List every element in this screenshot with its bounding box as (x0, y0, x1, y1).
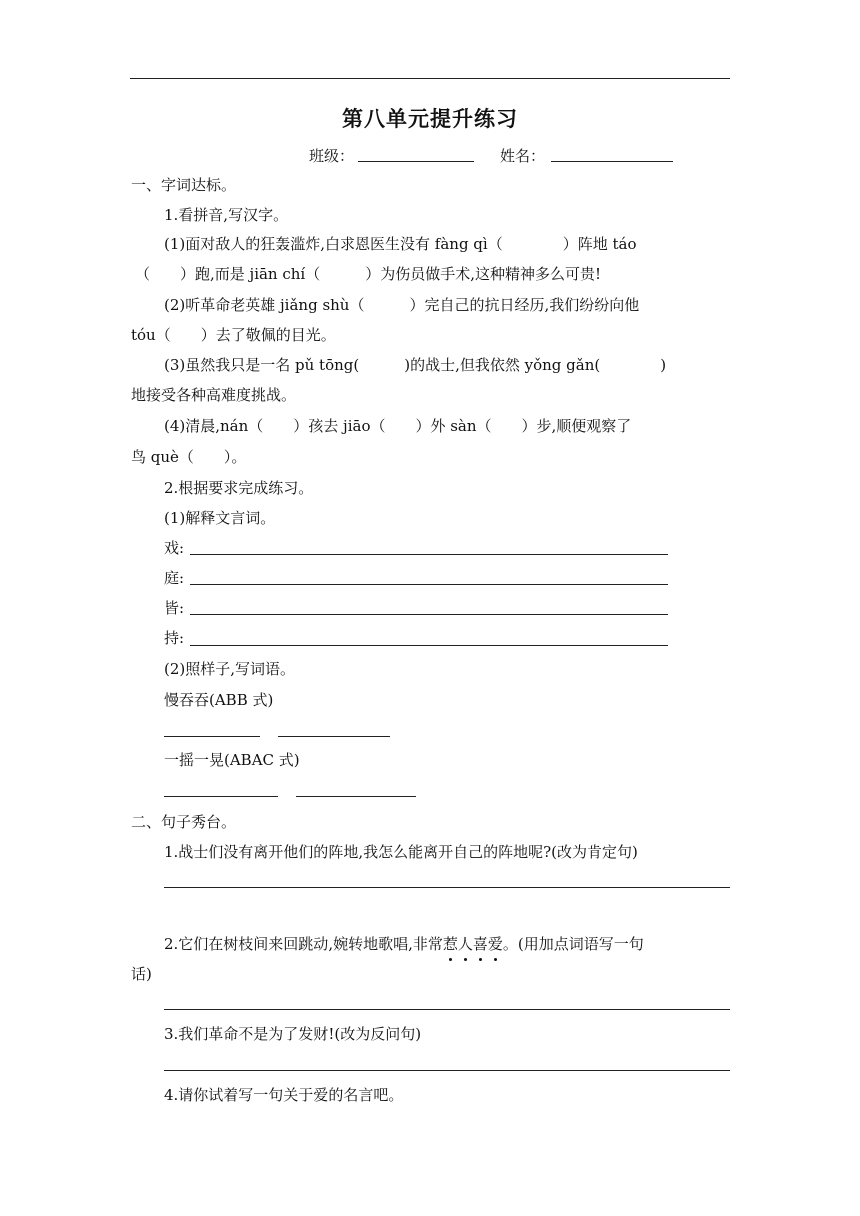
answer-line[interactable] (278, 736, 390, 737)
q1-p3-line2: 地接受各种高难度挑战。 (131, 386, 297, 404)
answer-line[interactable] (190, 554, 668, 555)
s2-q3: 3.我们革命不是为了发财!(改为反问句) (164, 1025, 422, 1043)
q1-p4-line1: (4)清晨,nán（ ）孩去 jiāo（ ）外 sàn（ ）步,顺便观察了 (164, 417, 632, 435)
s2-q1: 1.战士们没有离开他们的阵地,我怎么能离开自己的阵地呢?(改为肯定句) (164, 843, 638, 861)
q1-label: 1.看拼音,写汉字。 (164, 206, 289, 224)
q1-p2-line1: (2)听革命老英雄 jiǎng shù（ ）完自己的抗日经历,我们纷纷向他 (164, 296, 640, 314)
answer-line[interactable] (190, 614, 668, 615)
answer-line[interactable] (164, 1009, 730, 1010)
example-abb: 慢吞吞(ABB 式) (164, 691, 274, 709)
answer-line[interactable] (164, 887, 730, 888)
answer-line[interactable] (296, 796, 416, 797)
q1-p4-line2: 鸟 què（ ）。 (131, 448, 247, 466)
word-label: 持: (164, 629, 185, 647)
dotted-char: 爱 (487, 935, 503, 953)
word-label: 庭: (164, 569, 185, 587)
dotted-char: 人 (457, 935, 473, 953)
answer-line[interactable] (164, 796, 278, 797)
class-field[interactable] (358, 145, 474, 162)
word-label: 戏: (164, 539, 185, 557)
name-label: 姓名： (500, 147, 546, 165)
s2-q2-pre: 2.它们在树枝间来回跳动,婉转地歌唱,非常 (164, 935, 443, 953)
dotted-char: 惹 (442, 935, 458, 953)
answer-line[interactable] (190, 645, 668, 646)
q1-p1-line2: （ ）跑,而是 jiān chí（ ）为伤员做手术,这种精神多么可贵! (135, 265, 602, 283)
q1-p2-line2: tóu（ ）去了敬佩的目光。 (131, 326, 336, 344)
page-title: 第八单元提升练习 (342, 106, 518, 131)
s2-q2-line2: 话) (131, 965, 152, 983)
top-rule (130, 78, 730, 79)
dotted-char: 喜 (472, 935, 488, 953)
example-abac: 一摇一晃(ABAC 式) (164, 751, 300, 769)
q1-p1-line1: (1)面对敌人的狂轰滥炸,白求恩医生没有 fàng qì（ ）阵地 táo (164, 235, 637, 253)
answer-line[interactable] (190, 584, 668, 585)
s2-q2-post: 。(用加点词语写一句 (502, 935, 644, 953)
class-label: 班级： (309, 147, 355, 165)
answer-line[interactable] (164, 1070, 730, 1071)
name-field[interactable] (551, 145, 673, 162)
s2-q4: 4.请你试着写一句关于爱的名言吧。 (164, 1086, 404, 1104)
answer-line[interactable] (164, 736, 260, 737)
section-2-heading: 二、句子秀台。 (131, 813, 237, 831)
word-label: 皆: (164, 599, 185, 617)
section-1-heading: 一、字词达标。 (131, 176, 237, 194)
q2-sub1: (1)解释文言词。 (164, 509, 276, 527)
q1-p3-line1: (3)虽然我只是一名 pǔ tōng( )的战士,但我依然 yǒng gǎn( ) (164, 356, 667, 374)
q2-sub2: (2)照样子,写词语。 (164, 660, 296, 678)
s2-q2-line1 (164, 934, 644, 954)
q2-label: 2.根据要求完成练习。 (164, 479, 314, 497)
